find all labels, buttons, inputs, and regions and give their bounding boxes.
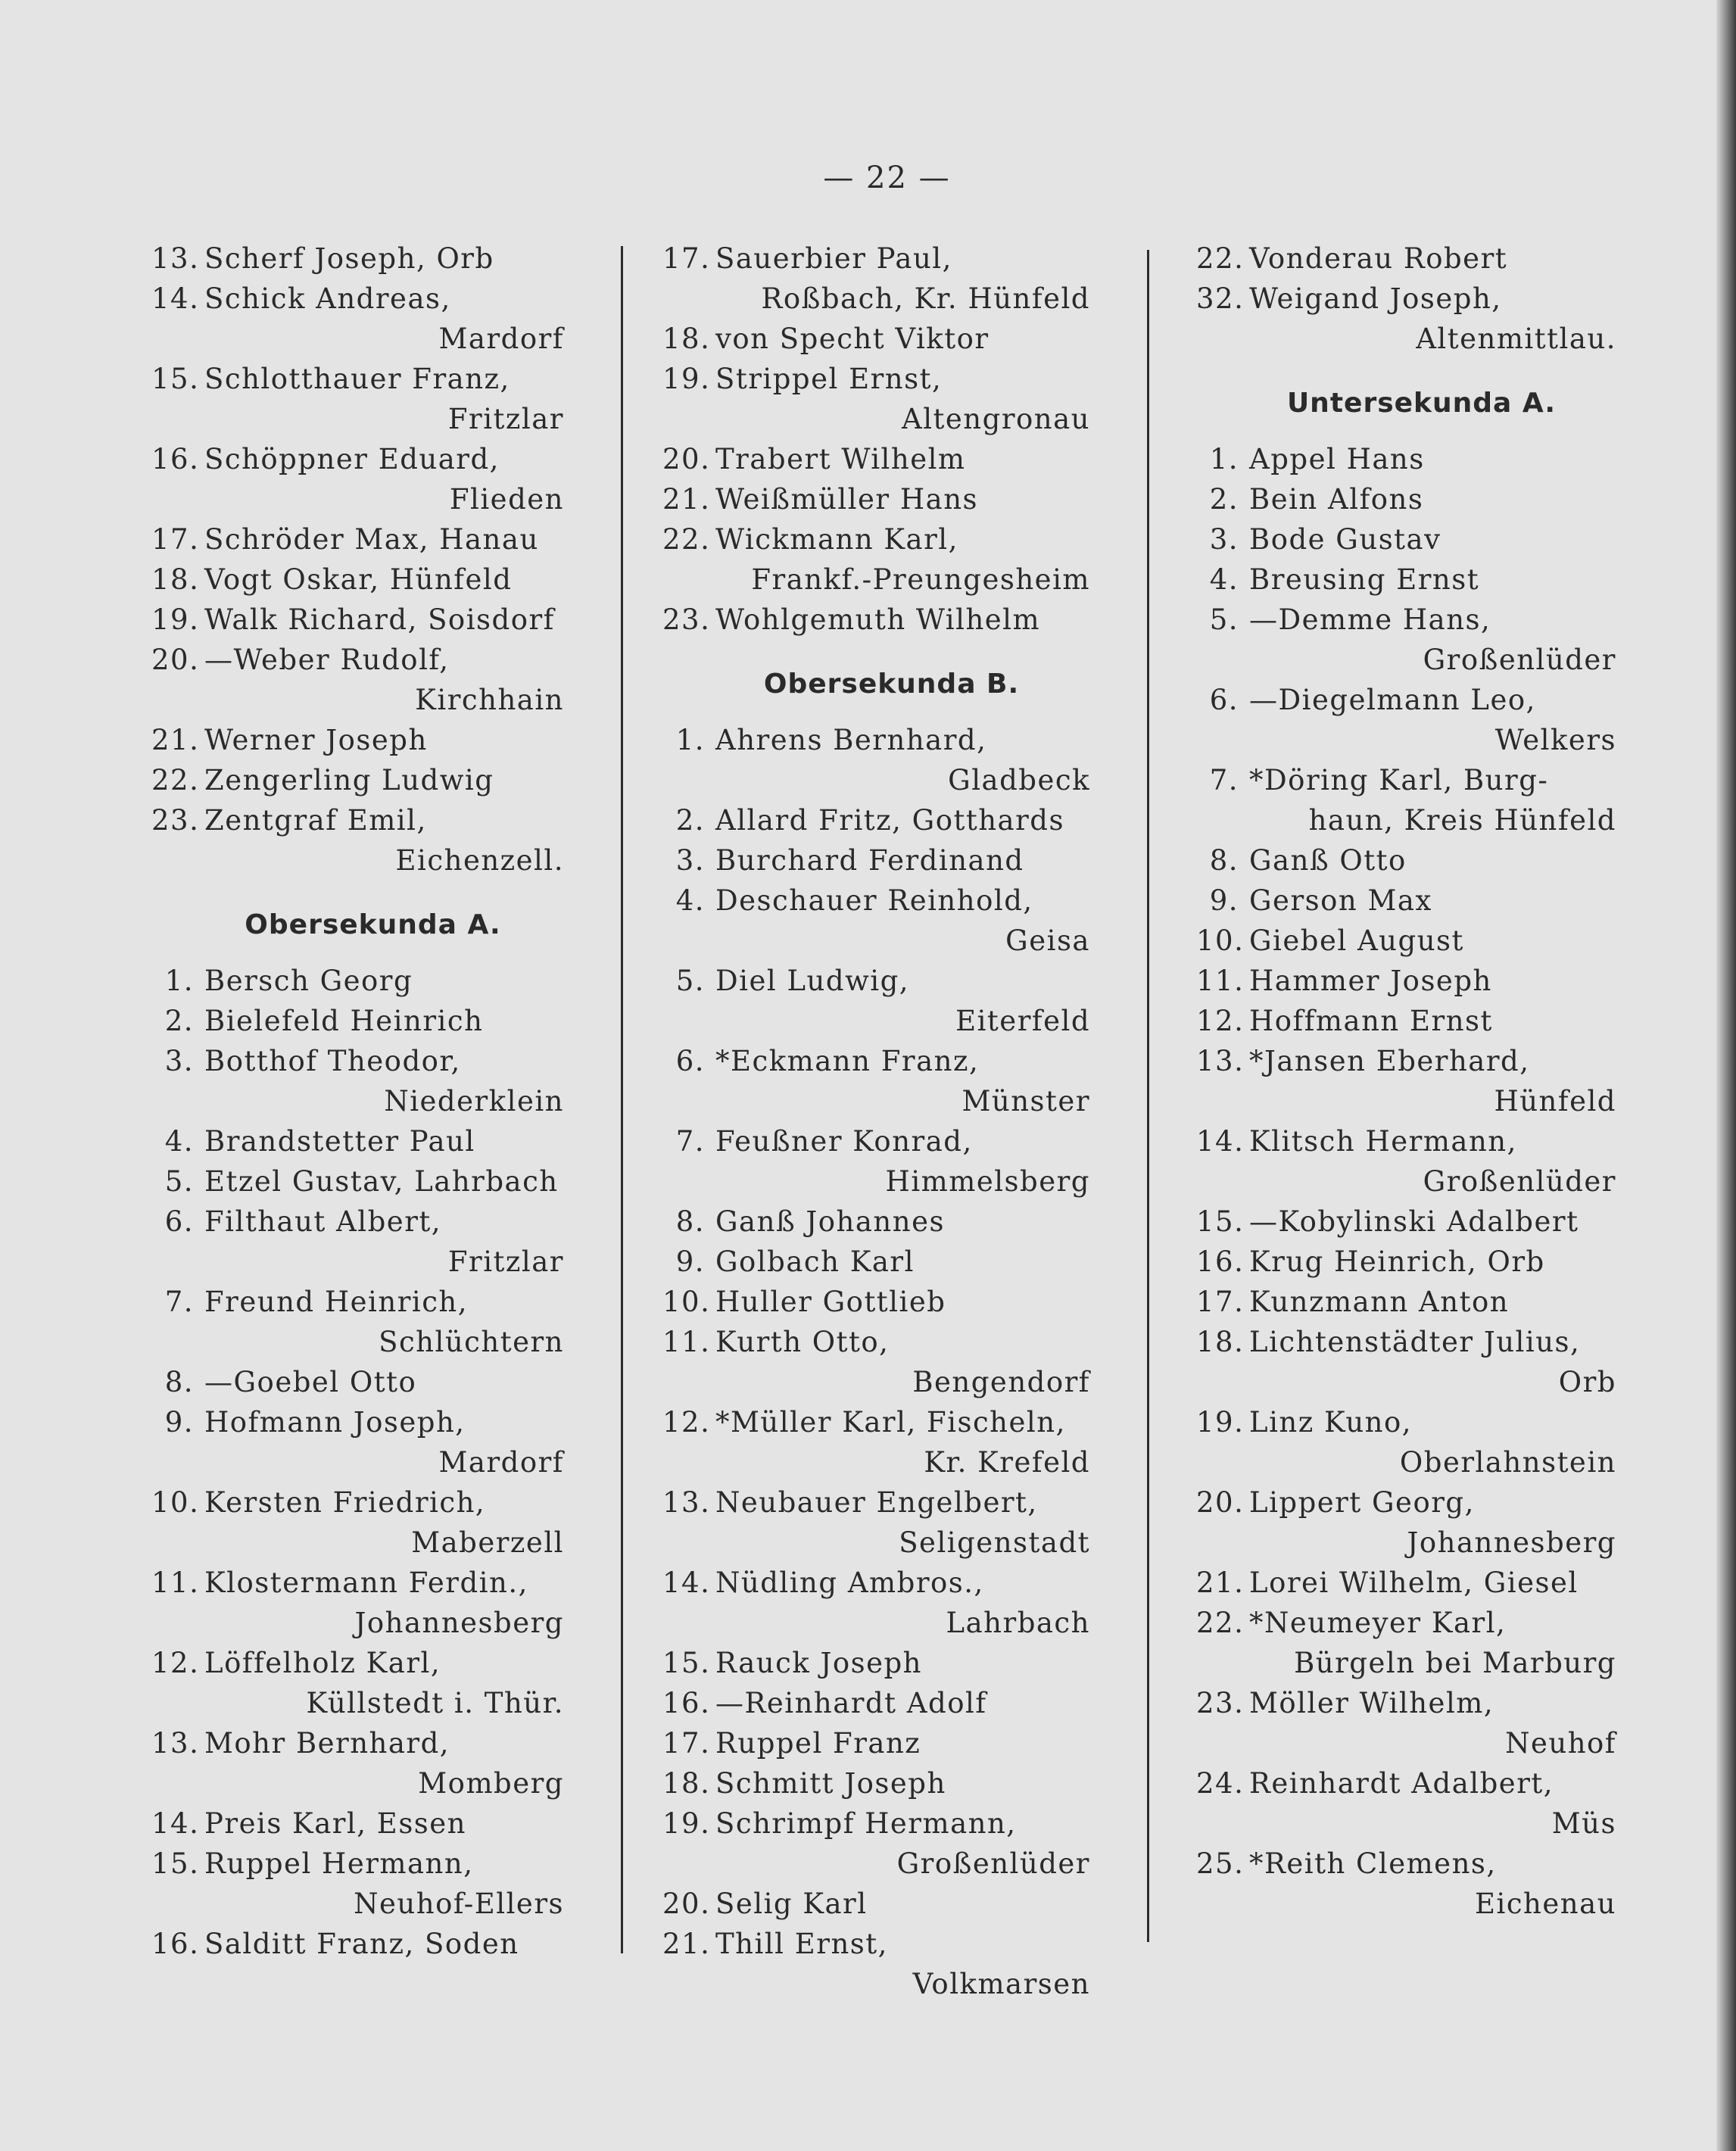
entry-number: 20.	[662, 443, 711, 475]
list-item	[151, 519, 564, 560]
entry-name: Thill Ernst,	[715, 1928, 888, 1960]
entry-name: Klitsch Hermann,	[1249, 1125, 1517, 1158]
entry-number: 4.	[164, 1125, 194, 1158]
entry-number: 9.	[1209, 884, 1239, 917]
entry-name: —Weber Rudolf,	[204, 644, 450, 676]
entry-name: —Demme Hans,	[1249, 603, 1491, 636]
entry-number: 5.	[675, 965, 705, 997]
entry-name: Hammer Joseph	[1249, 965, 1492, 997]
entry-name: Filthaut Albert,	[204, 1205, 442, 1238]
entry-name: Golbach Karl	[715, 1245, 915, 1278]
entry-number: 16.	[151, 1928, 200, 1960]
list-item	[1196, 881, 1616, 921]
entry-number: 15.	[1196, 1205, 1245, 1238]
list-item	[662, 439, 1090, 479]
column-2	[662, 238, 1090, 2004]
entry-place: haun, Kreis Hünfeld	[1308, 804, 1616, 837]
list-item	[1196, 680, 1616, 760]
entry-name: Bersch Georg	[204, 965, 413, 997]
entry-name: Löffelholz Karl,	[204, 1647, 441, 1679]
entry-number: 11.	[662, 1326, 711, 1358]
list-item	[1196, 1402, 1616, 1482]
class-heading: Obersekunda B.	[763, 669, 1020, 700]
list-item	[1196, 1844, 1616, 1924]
entry-name: Bode Gustav	[1249, 523, 1441, 556]
entry-place: Eichenzell.	[395, 844, 564, 877]
list-item	[151, 238, 564, 279]
entry-number: 14.	[662, 1566, 711, 1599]
entry-number: 16.	[151, 443, 200, 475]
entry-place: Schlüchtern	[379, 1326, 564, 1358]
entry-name: *Eckmann Franz,	[715, 1045, 980, 1077]
entry-name: Mohr Bernhard,	[204, 1727, 450, 1760]
entry-name: Diel Ludwig,	[715, 965, 910, 997]
list-item	[662, 1683, 1090, 1723]
list-item	[151, 1161, 564, 1202]
list-item	[1196, 1322, 1616, 1402]
entry-name: Ruppel Hermann,	[204, 1847, 474, 1880]
entry-number: 22.	[662, 523, 711, 556]
entry-place: Fritzlar	[447, 403, 564, 435]
entry-name: Zengerling Ludwig	[204, 764, 494, 796]
entry-number: 21.	[662, 483, 711, 516]
entry-name: Wickmann Karl,	[715, 523, 958, 556]
entry-name: Trabert Wilhelm	[715, 443, 966, 475]
entry-number: 17.	[151, 523, 200, 556]
entry-name: Huller Gottlieb	[715, 1286, 946, 1318]
entry-number: 18.	[151, 563, 200, 596]
entry-place: Münster	[962, 1085, 1090, 1118]
entry-name: *Müller Karl, Fischeln,	[715, 1406, 1066, 1439]
entry-place: Mardorf	[438, 323, 564, 355]
list-item	[662, 1402, 1090, 1482]
entry-place: Momberg	[418, 1767, 564, 1800]
page-number: — 22 —	[823, 161, 951, 195]
entry-number: 32.	[1196, 282, 1245, 315]
entry-number: 24.	[1196, 1767, 1245, 1800]
list-item	[662, 800, 1090, 840]
entry-number: 19.	[662, 1807, 711, 1840]
list-item	[1196, 1121, 1616, 1202]
entry-place: Bürgeln bei Marburg	[1294, 1647, 1616, 1679]
entry-number: 1.	[675, 724, 705, 756]
entry-place: Altenmittlau.	[1416, 323, 1616, 355]
entry-name: Werner Joseph	[204, 724, 428, 756]
entry-number: 25.	[1196, 1847, 1245, 1880]
list-item	[151, 1202, 564, 1282]
entry-name: Wohlgemuth Wilhelm	[715, 603, 1041, 636]
entry-place: Altengronau	[901, 403, 1090, 435]
entry-place: Oberlahnstein	[1399, 1446, 1616, 1479]
entry-name: Schmitt Joseph	[715, 1767, 946, 1800]
entry-number: 2.	[1209, 483, 1239, 516]
entry-number: 15.	[151, 363, 200, 395]
entry-name: Walk Richard, Soisdorf	[204, 603, 555, 636]
list-item	[151, 1924, 564, 1964]
entry-number: 20.	[1196, 1486, 1245, 1519]
entry-place: Roßbach, Kr. Hünfeld	[761, 282, 1090, 315]
entry-number: 23.	[151, 804, 200, 837]
entry-number: 7.	[164, 1286, 194, 1318]
list-item	[1196, 1563, 1616, 1603]
entry-number: 22.	[151, 764, 200, 796]
entry-place: Neuhof-Ellers	[354, 1888, 564, 1920]
entry-name: *Neumeyer Karl,	[1249, 1607, 1507, 1639]
entry-number: 5.	[164, 1165, 194, 1198]
list-item	[662, 1924, 1090, 2004]
entry-number: 6.	[1209, 684, 1239, 716]
list-item	[662, 840, 1090, 881]
entry-number: 15.	[151, 1847, 200, 1880]
entry-number: 19.	[151, 603, 200, 636]
entry-name: Preis Karl, Essen	[204, 1807, 467, 1840]
entry-number: 16.	[662, 1687, 711, 1719]
entry-name: Krug Heinrich, Orb	[1249, 1245, 1545, 1278]
list-item	[151, 640, 564, 720]
entry-number: 17.	[1196, 1286, 1245, 1318]
entry-name: —Goebel Otto	[204, 1366, 417, 1398]
entry-place: Eichenau	[1474, 1888, 1616, 1920]
entry-place: Hünfeld	[1494, 1085, 1616, 1118]
entry-name: Hofmann Joseph,	[204, 1406, 466, 1439]
entry-number: 21.	[1196, 1566, 1245, 1599]
list-item	[1196, 600, 1616, 680]
entry-place: Müs	[1551, 1807, 1616, 1840]
entry-name: Rauck Joseph	[715, 1647, 923, 1679]
entry-number: 22.	[1196, 1607, 1245, 1639]
entry-name: Breusing Ernst	[1249, 563, 1480, 596]
entry-number: 10.	[1196, 924, 1245, 957]
list-item	[662, 359, 1090, 439]
entry-place: Großenlüder	[1423, 644, 1616, 676]
entry-number: 13.	[151, 242, 200, 275]
entry-number: 20.	[662, 1888, 711, 1920]
entry-number: 11.	[151, 1566, 200, 1599]
list-item	[151, 279, 564, 359]
entry-name: Allard Fritz, Gotthards	[715, 804, 1064, 837]
list-item	[1196, 238, 1616, 279]
list-item	[151, 1482, 564, 1563]
entry-place: Großenlüder	[1423, 1165, 1616, 1198]
entry-number: 18.	[662, 1767, 711, 1800]
entry-place: Himmelsberg	[885, 1165, 1090, 1198]
list-item	[1196, 1001, 1616, 1041]
list-item	[151, 760, 564, 800]
entry-name: Hoffmann Ernst	[1249, 1005, 1493, 1037]
entry-name: Zentgraf Emil,	[204, 804, 427, 837]
entry-number: 13.	[1196, 1045, 1245, 1077]
entry-name: Weigand Joseph,	[1249, 282, 1502, 315]
entry-name: Lorei Wilhelm, Giesel	[1249, 1566, 1579, 1599]
list-item	[151, 1001, 564, 1041]
entry-name: Salditt Franz, Soden	[204, 1928, 519, 1960]
entry-name: Kersten Friedrich,	[204, 1486, 486, 1519]
entry-name: *Döring Karl, Burg-	[1249, 764, 1549, 796]
entry-place: Fritzlar	[447, 1245, 564, 1278]
entry-place: Geisa	[1005, 924, 1090, 957]
list-item	[1196, 560, 1616, 600]
list-item	[151, 1643, 564, 1723]
entry-place: Großenlüder	[896, 1847, 1090, 1880]
entry-place: Kr. Krefeld	[924, 1446, 1090, 1479]
entry-number: 14.	[151, 282, 200, 315]
list-item	[662, 1884, 1090, 1924]
entry-number: 15.	[662, 1647, 711, 1679]
entry-number: 21.	[662, 1928, 711, 1960]
entry-number: 17.	[662, 1727, 711, 1760]
entry-name: —Reinhardt Adolf	[715, 1687, 987, 1719]
list-item	[662, 881, 1090, 961]
entry-number: 14.	[1196, 1125, 1245, 1158]
list-item	[662, 319, 1090, 359]
entry-place: Maberzell	[411, 1526, 564, 1559]
entry-name: Feußner Konrad,	[715, 1125, 973, 1158]
entry-number: 12.	[662, 1406, 711, 1439]
list-item	[1196, 279, 1616, 359]
list-item	[1196, 1482, 1616, 1563]
entry-number: 19.	[1196, 1406, 1245, 1439]
entry-number: 13.	[662, 1486, 711, 1519]
entry-name: Gerson Max	[1249, 884, 1432, 917]
entry-name: Brandstetter Paul	[204, 1125, 475, 1158]
entry-name: Neubauer Engelbert,	[715, 1486, 1038, 1519]
list-item	[1196, 519, 1616, 560]
entry-name: Kunzmann Anton	[1249, 1286, 1510, 1318]
entry-number: 23.	[1196, 1687, 1245, 1719]
entry-name: Ruppel Franz	[715, 1727, 921, 1760]
list-item	[151, 1402, 564, 1482]
entry-name: —Diegelmann Leo,	[1249, 684, 1536, 716]
entry-place: Bengendorf	[912, 1366, 1090, 1398]
list-item	[662, 479, 1090, 519]
entry-number: 10.	[662, 1286, 711, 1318]
entry-number: 16.	[1196, 1245, 1245, 1278]
list-item	[151, 600, 564, 640]
entry-number: 6.	[675, 1045, 705, 1077]
list-item	[662, 1322, 1090, 1402]
list-item	[151, 720, 564, 760]
entry-name: Deschauer Reinhold,	[715, 884, 1033, 917]
entry-place: Frankf.-Preungesheim	[751, 563, 1090, 596]
list-item	[151, 1362, 564, 1402]
list-item	[1196, 921, 1616, 961]
list-item	[151, 359, 564, 439]
entry-number: 4.	[1209, 563, 1239, 596]
entry-place: Flieden	[449, 483, 564, 516]
entry-number: 1.	[1209, 443, 1239, 475]
entry-name: Freund Heinrich,	[204, 1286, 469, 1318]
list-item	[662, 1121, 1090, 1202]
entry-name: Sauerbier Paul,	[715, 242, 952, 275]
column-3	[1196, 238, 1616, 1924]
entry-number: 18.	[1196, 1326, 1245, 1358]
entry-name: Vonderau Robert	[1249, 242, 1508, 275]
list-item	[662, 961, 1090, 1041]
entry-name: Ahrens Bernhard,	[715, 724, 987, 756]
entry-number: 1.	[164, 965, 194, 997]
list-item	[1196, 1763, 1616, 1844]
entry-name: Kurth Otto,	[715, 1326, 890, 1358]
list-item	[1196, 1242, 1616, 1282]
entry-name: Nüdling Ambros.,	[715, 1566, 984, 1599]
list-item	[662, 1763, 1090, 1803]
entry-place: Küllstedt i. Thür.	[306, 1687, 564, 1719]
entry-name: *Reith Clemens,	[1249, 1847, 1497, 1880]
column-divider-left	[621, 246, 623, 1953]
entry-name: Linz Kuno,	[1249, 1406, 1413, 1439]
entry-name: Vogt Oskar, Hünfeld	[204, 563, 513, 596]
list-item	[151, 560, 564, 600]
list-item	[662, 1803, 1090, 1884]
list-item	[1196, 1041, 1616, 1121]
entry-place: Johannesberg	[1407, 1526, 1616, 1559]
entry-place: Welkers	[1494, 724, 1616, 756]
entry-place: Orb	[1558, 1366, 1616, 1398]
list-item	[662, 1563, 1090, 1643]
entry-name: Botthof Theodor,	[204, 1045, 461, 1077]
page-edge	[1716, 0, 1736, 2151]
list-item	[151, 1563, 564, 1643]
entry-name: *Jansen Eberhard,	[1249, 1045, 1530, 1077]
entry-number: 7.	[675, 1125, 705, 1158]
list-item	[151, 439, 564, 519]
entry-name: Schick Andreas,	[204, 282, 451, 315]
entry-number: 5.	[1209, 603, 1239, 636]
entry-number: 2.	[675, 804, 705, 837]
list-item	[662, 1282, 1090, 1322]
entry-number: 3.	[164, 1045, 194, 1077]
list-item	[662, 1482, 1090, 1563]
list-item	[662, 1723, 1090, 1763]
list-item	[1196, 1282, 1616, 1322]
entry-name: Strippel Ernst,	[715, 363, 943, 395]
entry-place: Seligenstadt	[899, 1526, 1090, 1559]
entry-name: Ganß Otto	[1249, 844, 1407, 877]
list-item	[662, 720, 1090, 800]
list-item	[151, 800, 564, 881]
entry-number: 14.	[151, 1807, 200, 1840]
entry-number: 10.	[151, 1486, 200, 1519]
list-item	[151, 1844, 564, 1924]
entry-number: 23.	[662, 603, 711, 636]
entry-name: Klostermann Ferdin.,	[204, 1566, 528, 1599]
entry-name: Ganß Johannes	[715, 1205, 945, 1238]
entry-number: 17.	[662, 242, 711, 275]
entry-name: Giebel August	[1249, 924, 1464, 957]
entry-place: Neuhof	[1505, 1727, 1616, 1760]
list-item	[662, 238, 1090, 319]
entry-place: Gladbeck	[948, 764, 1090, 796]
class-heading: Untersekunda A.	[1286, 388, 1557, 419]
entry-name: Schöppner Eduard,	[204, 443, 500, 475]
list-item	[662, 600, 1090, 640]
entry-number: 18.	[662, 323, 711, 355]
entry-number: 22.	[1196, 242, 1245, 275]
entry-number: 11.	[1196, 965, 1245, 997]
entry-place: Eiterfeld	[955, 1005, 1090, 1037]
entry-name: Scherf Joseph, Orb	[204, 242, 494, 275]
entry-name: Schrimpf Hermann,	[715, 1807, 1017, 1840]
entry-name: Lippert Georg,	[1249, 1486, 1475, 1519]
entry-number: 20.	[151, 644, 200, 676]
entry-name: Lichtenstädter Julius,	[1249, 1326, 1581, 1358]
entry-name: Schröder Max, Hanau	[204, 523, 539, 556]
entry-number: 21.	[151, 724, 200, 756]
entry-name: Schlotthauer Franz,	[204, 363, 510, 395]
entry-number: 9.	[675, 1245, 705, 1278]
entry-number: 13.	[151, 1727, 200, 1760]
entry-name: —Kobylinski Adalbert	[1249, 1205, 1579, 1238]
entry-place: Mardorf	[438, 1446, 564, 1479]
list-item	[1196, 840, 1616, 881]
list-item	[1196, 961, 1616, 1001]
entry-place: Johannesberg	[354, 1607, 564, 1639]
list-item	[662, 1643, 1090, 1683]
entry-name: Weißmüller Hans	[715, 483, 979, 516]
entry-number: 3.	[675, 844, 705, 877]
list-item	[662, 1202, 1090, 1242]
column-1	[151, 238, 564, 1964]
list-item	[662, 1242, 1090, 1282]
entry-name: Appel Hans	[1249, 443, 1425, 475]
entry-name: Reinhardt Adalbert,	[1249, 1767, 1554, 1800]
entry-number: 12.	[1196, 1005, 1245, 1037]
column-divider-right	[1147, 250, 1149, 1942]
list-item	[1196, 1202, 1616, 1242]
entry-place: Niederklein	[384, 1085, 564, 1118]
list-item	[151, 1723, 564, 1803]
list-item	[151, 1041, 564, 1121]
entry-number: 8.	[164, 1366, 194, 1398]
list-item	[662, 1041, 1090, 1121]
entry-name: Selig Karl	[715, 1888, 868, 1920]
entry-name: Burchard Ferdinand	[715, 844, 1024, 877]
class-heading: Obersekunda A.	[245, 909, 501, 940]
entry-name: Bielefeld Heinrich	[204, 1005, 484, 1037]
list-item	[1196, 1683, 1616, 1763]
list-item	[1196, 479, 1616, 519]
list-item	[151, 1803, 564, 1844]
list-item	[662, 519, 1090, 600]
entry-name: von Specht Viktor	[715, 323, 990, 355]
entry-place: Kirchhain	[415, 684, 564, 716]
list-item	[1196, 439, 1616, 479]
entry-number: 3.	[1209, 523, 1239, 556]
entry-number: 19.	[662, 363, 711, 395]
list-item	[1196, 760, 1616, 840]
entry-number: 4.	[675, 884, 705, 917]
entry-number: 8.	[675, 1205, 705, 1238]
entry-name: Bein Alfons	[1249, 483, 1424, 516]
entry-number: 2.	[164, 1005, 194, 1037]
entry-name: Möller Wilhelm,	[1249, 1687, 1494, 1719]
list-item	[151, 1121, 564, 1161]
list-item	[151, 961, 564, 1001]
entry-number: 12.	[151, 1647, 200, 1679]
entry-place: Lahrbach	[946, 1607, 1090, 1639]
entry-number: 8.	[1209, 844, 1239, 877]
entry-number: 6.	[164, 1205, 194, 1238]
entry-number: 7.	[1209, 764, 1239, 796]
list-item	[151, 1282, 564, 1362]
entry-name: Etzel Gustav, Lahrbach	[204, 1165, 559, 1198]
entry-place: Volkmarsen	[912, 1968, 1090, 2000]
list-item	[1196, 1603, 1616, 1683]
entry-number: 9.	[164, 1406, 194, 1439]
